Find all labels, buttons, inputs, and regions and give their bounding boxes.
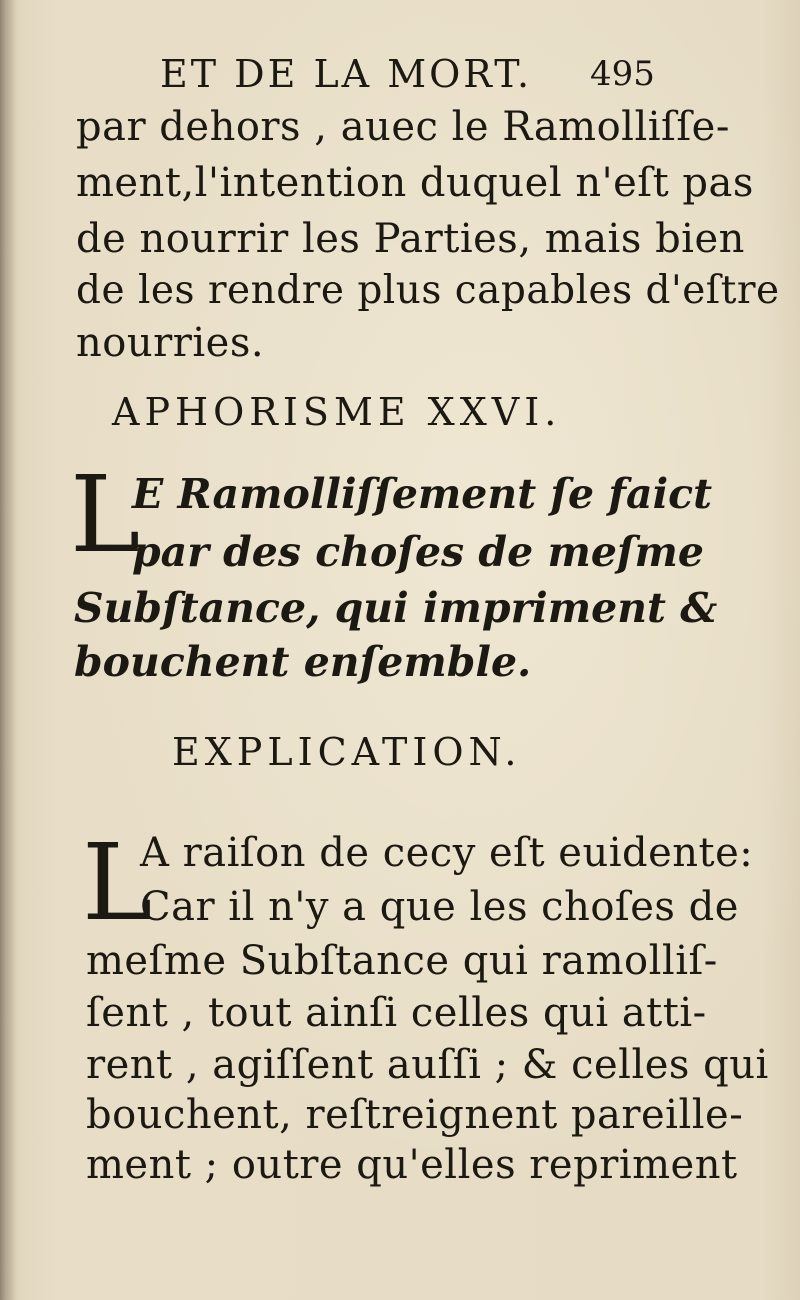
explication-heading: EXPLICATION. (172, 730, 522, 774)
text-line: rent , agiſſent auſſi ; & celles qui (86, 1042, 769, 1088)
text-line: Car il n'y a que les choſes de (140, 884, 739, 930)
text-line: nourries. (76, 320, 265, 366)
text-line: de nourrir les Parties, mais bien (76, 216, 745, 262)
text-line: meſme Subſtance qui ramolliſ- (86, 938, 718, 984)
aphorism-drop-cap: L (70, 453, 141, 576)
text-line: ſent , tout ainſi celles qui atti- (86, 990, 707, 1036)
text-line: par dehors , auec le Ramolliſſe- (76, 104, 730, 150)
aphorism-line: par des choſes de meſme (132, 528, 705, 576)
running-title: ET DE LA MORT. (160, 52, 533, 96)
text-line: bouchent, reſtreignent pareille- (86, 1092, 744, 1138)
text-line: A raiſon de cecy eſt euidente: (140, 830, 754, 876)
text-line: de les rendre plus capables d'eſtre (76, 268, 780, 313)
explication-drop-cap: L (82, 821, 153, 944)
aphorism-line: E Ramolliſſement ſe faict (132, 470, 713, 518)
page-gutter-shadow (0, 0, 16, 1300)
text-line: ment ; outre qu'elles repriment (86, 1142, 738, 1188)
aphorism-line: bouchent enſemble. (74, 638, 532, 686)
aphorism-heading: APHORISME XXVI. (112, 390, 562, 434)
aphorism-line: Subſtance, qui impriment & (74, 584, 718, 632)
page-number: 495 (590, 54, 655, 94)
text-line: ment,l'intention duquel n'eſt pas (76, 160, 754, 206)
